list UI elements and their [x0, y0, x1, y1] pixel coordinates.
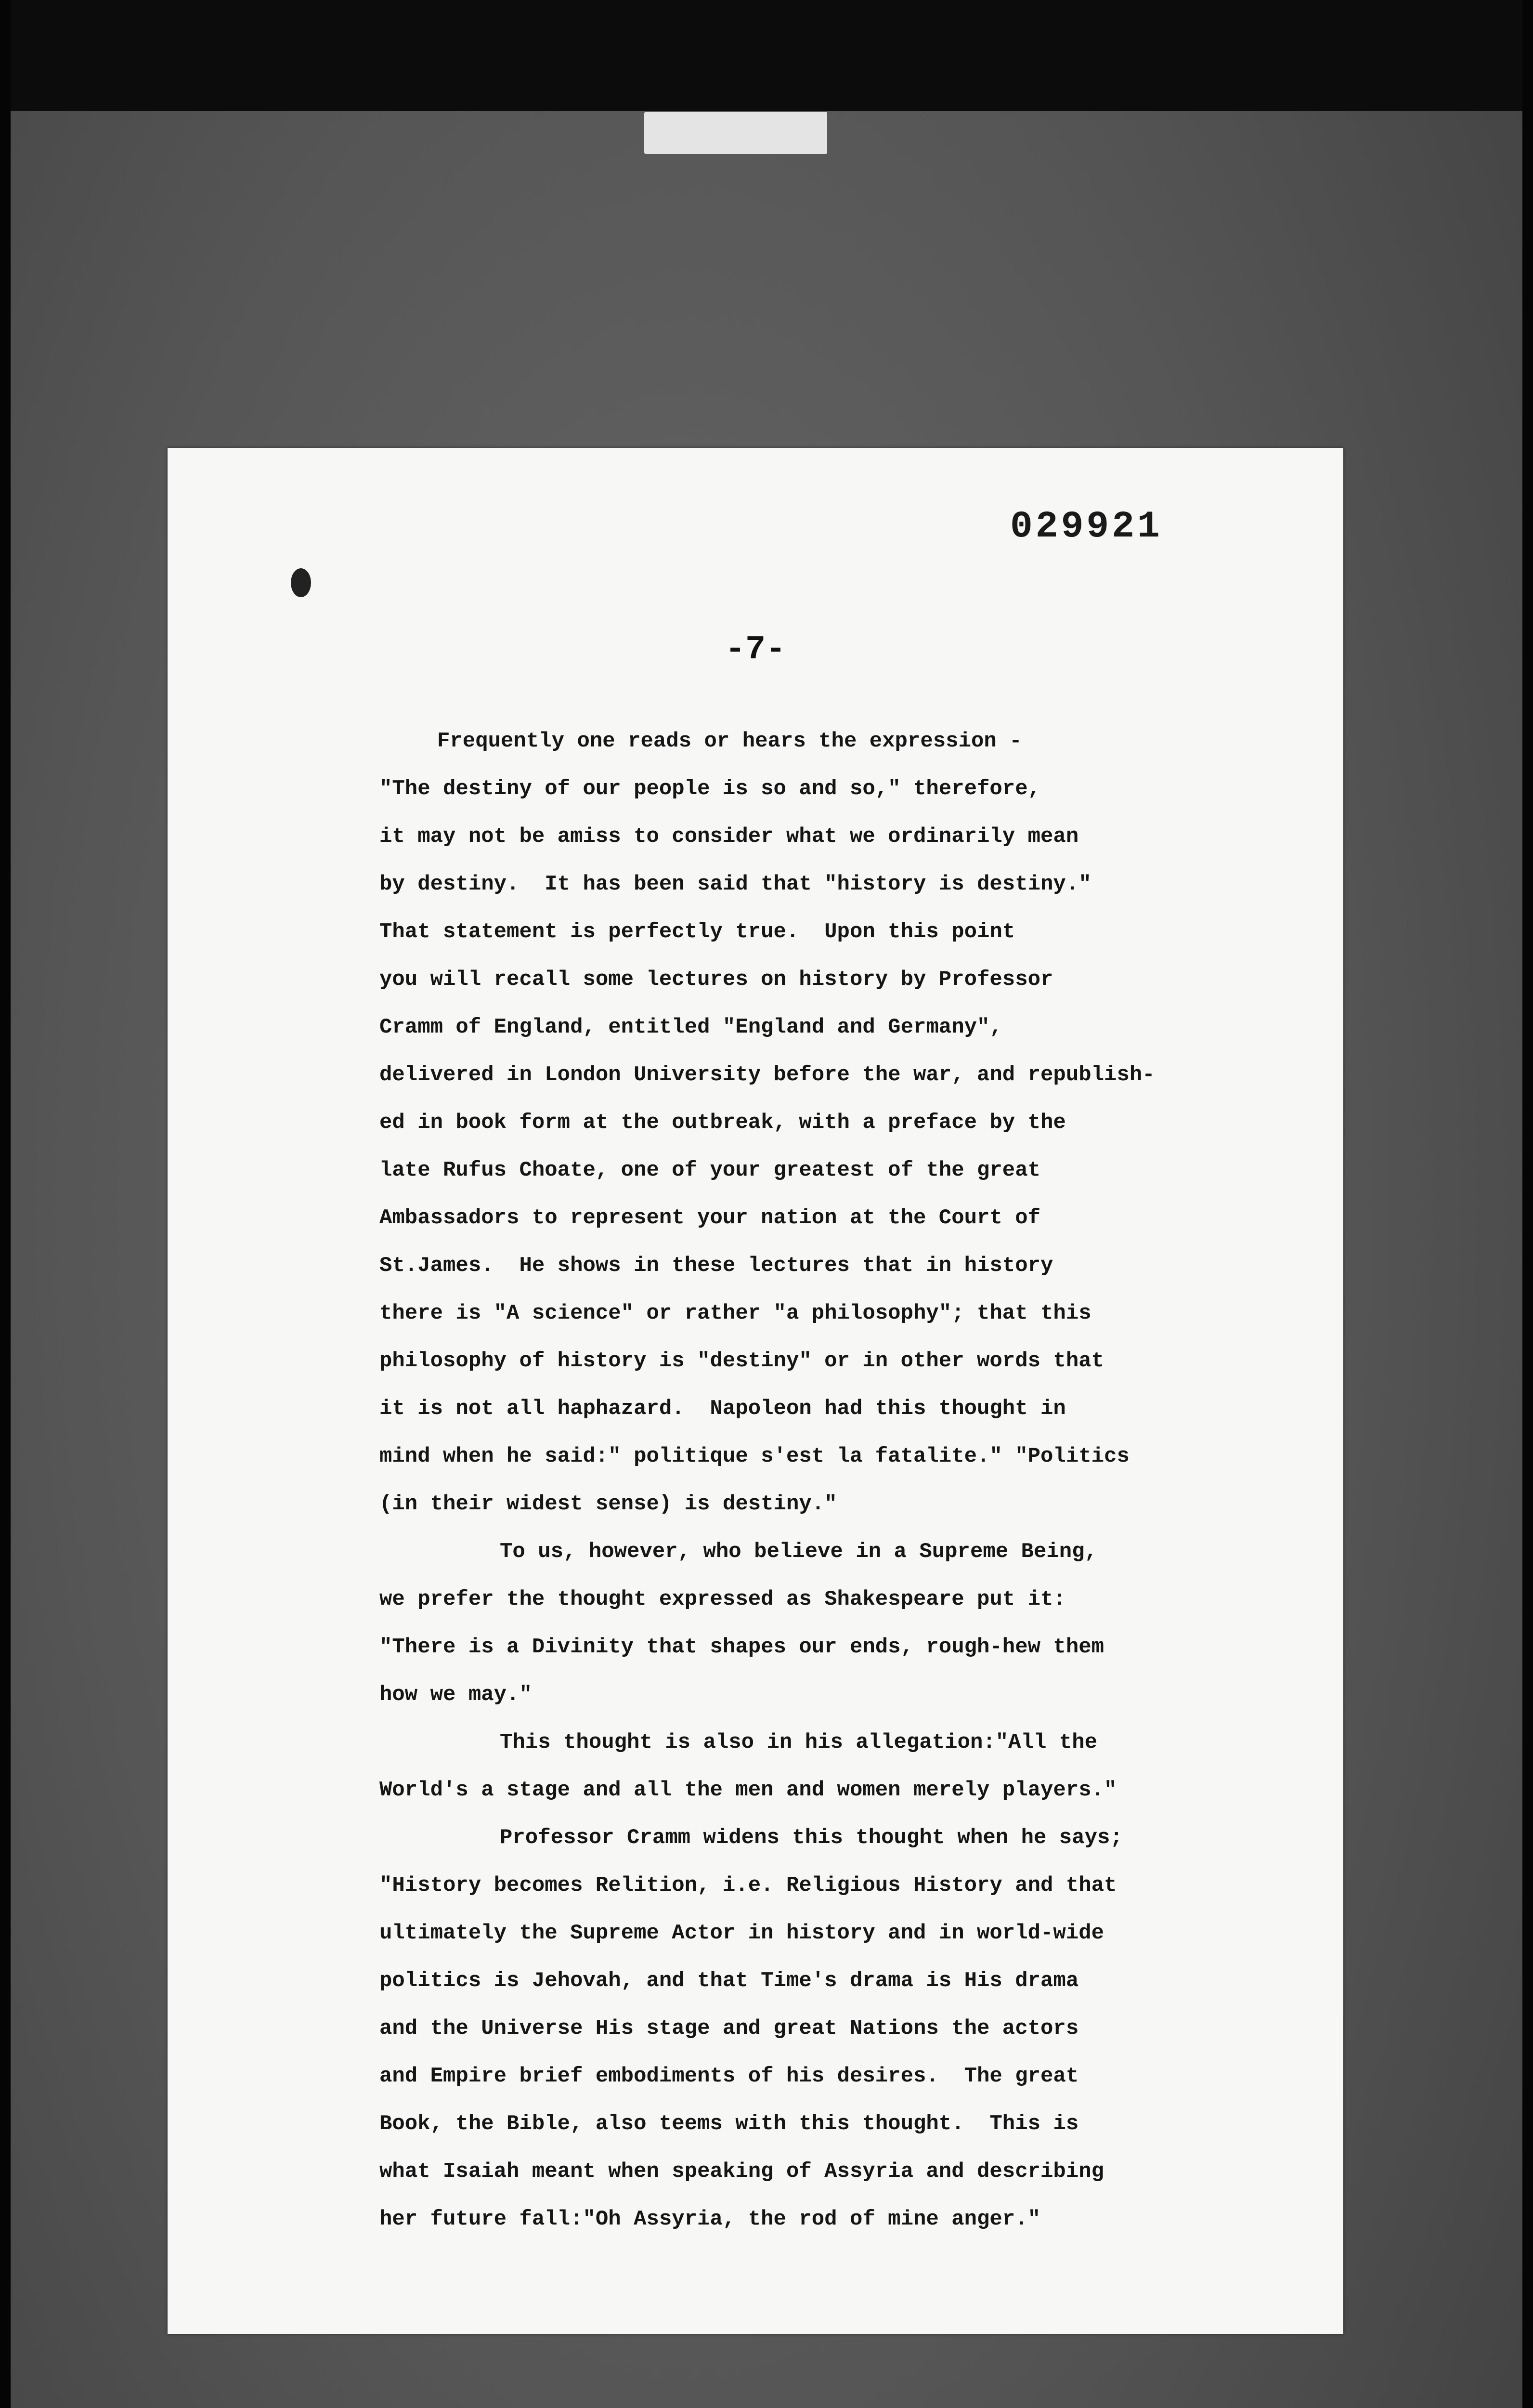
text-line: World's a stage and all the men and women merely players.": [379, 1778, 1117, 1802]
film-border-left: [0, 0, 11, 2408]
text-line: ultimately the Supreme Actor in history and in world-wide: [379, 1921, 1104, 1945]
typed-page: [168, 448, 1343, 2334]
text-line: mind when he said:" politique s'est la fatalite." "Politics: [379, 1444, 1130, 1468]
page-marker: -7-: [725, 631, 786, 669]
text-line: This thought is also in his allegation:"All the: [500, 1730, 1098, 1754]
text-line: and the Universe His stage and great Nations the actors: [379, 2016, 1079, 2041]
text-line: That statement is perfectly true. Upon this point: [379, 920, 1015, 944]
text-line: (in their widest sense) is destiny.": [379, 1492, 837, 1516]
text-line: and Empire brief embodiments of his desires. The great: [379, 2064, 1079, 2088]
text-line: it is not all haphazard. Napoleon had this thought in: [379, 1397, 1066, 1421]
text-line: Frequently one reads or hears the expression -: [437, 729, 1022, 753]
text-line: Professor Cramm widens this thought when he says;: [500, 1826, 1123, 1850]
text-line: philosophy of history is "destiny" or in other words that: [379, 1349, 1104, 1373]
text-line: delivered in London University before the war, and republish-: [379, 1063, 1155, 1087]
text-line: "The destiny of our people is so and so," therefore,: [379, 777, 1041, 801]
text-line: her future fall:"Oh Assyria, the rod of mine anger.": [379, 2207, 1041, 2231]
film-border-top: [0, 0, 1533, 111]
top-paper-tab: [644, 112, 827, 154]
text-line: by destiny. It has been said that "history is destiny.": [379, 872, 1091, 896]
text-line: "There is a Divinity that shapes our ends, rough-hew them: [379, 1635, 1104, 1659]
text-line: Cramm of England, entitled "England and Germany",: [379, 1015, 1002, 1039]
text-line: how we may.": [379, 1683, 532, 1707]
text-line: Book, the Bible, also teems with this thought. This is: [379, 2112, 1079, 2136]
text-line: ed in book form at the outbreak, with a preface by the: [379, 1111, 1066, 1135]
text-line: you will recall some lectures on history by Professor: [379, 968, 1053, 992]
body-text: [379, 718, 1294, 2243]
text-line: politics is Jehovah, and that Time's drama is His drama: [379, 1969, 1079, 1993]
text-line: there is "A science" or rather "a philosophy"; that this: [379, 1301, 1091, 1325]
text-line: we prefer the thought expressed as Shakespeare put it:: [379, 1587, 1066, 1611]
punch-hole: [291, 568, 311, 597]
film-border-right: [1522, 0, 1533, 2408]
text-line: it may not be amiss to consider what we ordinarily mean: [379, 824, 1079, 849]
text-line: Ambassadors to represent your nation at the Court of: [379, 1206, 1041, 1230]
text-line: late Rufus Choate, one of your greatest of the great: [379, 1158, 1041, 1182]
document-number: 029921: [1010, 506, 1163, 548]
text-line: what Isaiah meant when speaking of Assyria and describing: [379, 2159, 1104, 2184]
text-line: St.James. He shows in these lectures that in history: [379, 1254, 1053, 1278]
text-line: To us, however, who believe in a Supreme Being,: [500, 1540, 1098, 1564]
text-line: "History becomes Relition, i.e. Religious History and that: [379, 1873, 1117, 1898]
